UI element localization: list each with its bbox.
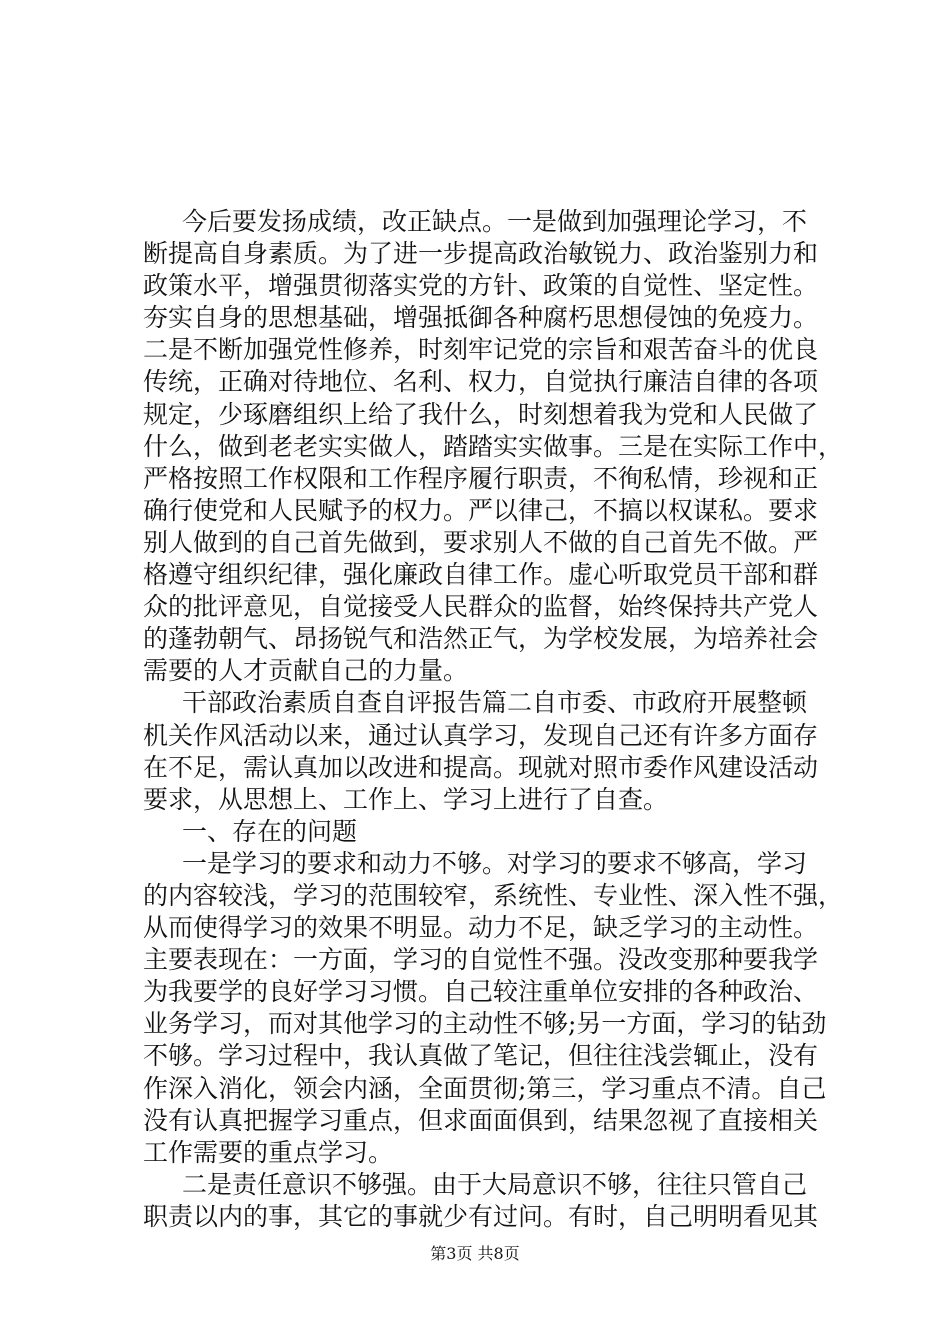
text-line: 业务学习，而对其他学习的主动性不够;另一方面，学习的钻劲 (143, 1009, 827, 1039)
text-line: 的蓬勃朝气、昂扬锐气和浩然正气，为学校发展，为培养社会 (143, 624, 819, 654)
text-line: 二是不断加强党性修养，时刻牢记党的宗旨和艰苦奋斗的优良 (143, 335, 819, 365)
text-line: 严格按照工作权限和工作程序履行职责，不徇私情，珍视和正 (143, 463, 819, 493)
text-line: 什么，做到老老实实做人，踏踏实实做事。三是在实际工作中， (143, 431, 843, 461)
text-line: 确行使党和人民赋予的权力。严以律己，不搞以权谋私。要求 (143, 495, 819, 525)
text-line: 的内容较浅，学习的范围较窄，系统性、专业性、深入性不强， (143, 880, 843, 910)
text-line: 别人做到的自己首先做到，要求别人不做的自己首先不做。严 (143, 527, 819, 557)
text-line: 要求，从思想上、工作上、学习上进行了自查。 (143, 784, 669, 814)
text-line: 格遵守组织纪律，强化廉政自律工作。虚心听取党员干部和群 (143, 560, 819, 590)
document-body (143, 206, 843, 1233)
text-line: 机关作风活动以来，通过认真学习，发现自己还有许多方面存 (143, 720, 819, 750)
text-line: 传统，正确对待地位、名利、权力，自觉执行廉洁自律的各项 (143, 367, 819, 397)
text-line: 一是学习的要求和动力不够。对学习的要求不够高，学习 (182, 848, 808, 878)
text-line: 职责以内的事，其它的事就少有过问。有时，自己明明看见其 (143, 1201, 819, 1231)
text-line: 政策水平，增强贯彻落实党的方针、政策的自觉性、坚定性。 (143, 271, 819, 301)
text-line: 众的批评意见，自觉接受人民群众的监督，始终保持共产党人 (143, 592, 819, 622)
text-line: 夯实自身的思想基础，增强抵御各种腐朽思想侵蚀的免疫力。 (143, 303, 819, 333)
text-line: 从而使得学习的效果不明显。动力不足，缺乏学习的主动性。 (143, 913, 819, 943)
text-line: 没有认真把握学习重点，但求面面俱到，结果忽视了直接相关 (143, 1105, 819, 1135)
text-line: 断提高自身素质。为了进一步提高政治敏锐力、政治鉴别力和 (143, 239, 819, 269)
text-line: 作深入消化，领会内涵，全面贯彻;第三，学习重点不清。自己 (143, 1073, 827, 1103)
text-line: 主要表现在：一方面，学习的自觉性不强。没改变那种要我学 (143, 945, 819, 975)
text-line: 需要的人才贡献自己的力量。 (143, 656, 469, 686)
text-line: 为我要学的良好学习习惯。自己较注重单位安排的各种政治、 (143, 977, 819, 1007)
text-line: 不够。学习过程中，我认真做了笔记，但往往浅尝辄止，没有 (143, 1041, 819, 1071)
text-line: 干部政治素质自查自评报告篇二自市委、市政府开展整顿 (182, 688, 808, 718)
page-footer: 第3页 共8页 (430, 1244, 520, 1263)
text-line: 工作需要的重点学习。 (143, 1137, 394, 1167)
text-line: 规定，少琢磨组织上给了我什么，时刻想着我为党和人民做了 (143, 399, 819, 429)
text-line: 在不足，需认真加以改进和提高。现就对照市委作风建设活动 (143, 752, 819, 782)
text-line: 今后要发扬成绩，改正缺点。一是做到加强理论学习，不 (182, 207, 808, 236)
text-line: 二是责任意识不够强。由于大局意识不够，往往只管自己 (182, 1169, 808, 1199)
text-line: 一、存在的问题 (182, 816, 358, 846)
